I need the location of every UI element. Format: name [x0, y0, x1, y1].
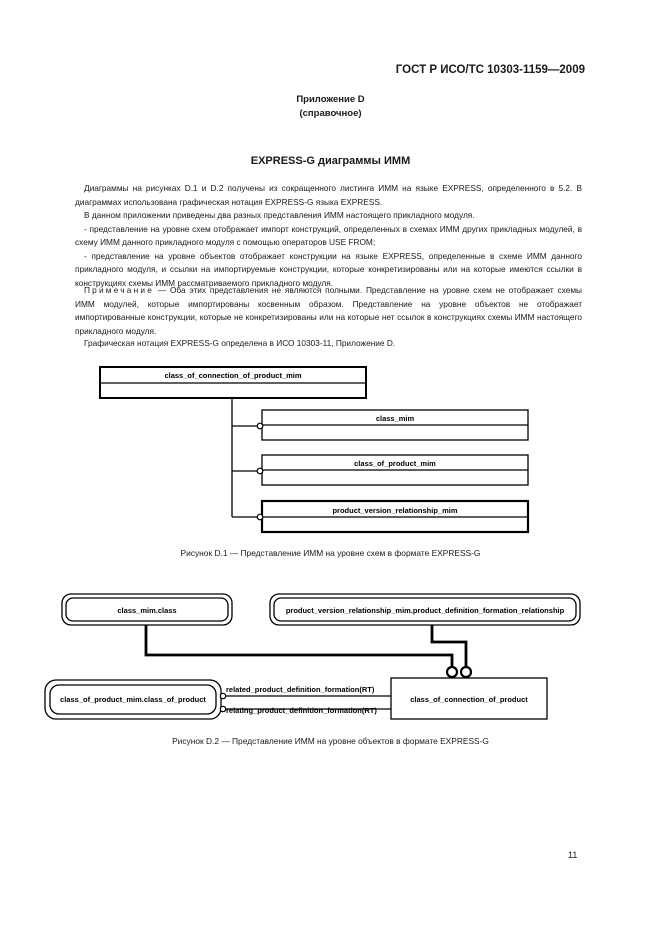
ref-label-pvr-mim: product_version_relationship_mim.product_definition_formation_relationship [285, 606, 565, 615]
schema-label-import-2: class_of_product_mim [354, 459, 436, 468]
notation-reference [75, 337, 582, 351]
ref-label-class-mim: class_mim.class [117, 606, 177, 615]
figure-d2-caption: Рисунок D.2 — Представление ИММ на уровне объектов в формате EXPRESS-G [172, 736, 489, 746]
annex-title: Приложение D [296, 94, 365, 105]
paragraph-5: Графическая нотация EXPRESS-G определена в ИСО 10303-11, Приложение D. [84, 338, 396, 348]
paragraph-2: В данном приложении приведены два разных представления ИММ настоящего прикладного модуля. [84, 210, 475, 220]
annex-subtitle: (справочное) [299, 108, 362, 119]
standard-designation: ГОСТ Р ИСО/ТС 10303-1159—2009 [395, 64, 585, 76]
schema-label-main: class_of_connection_of_product_mim [164, 371, 302, 380]
schema-label-import-1: class_mim [375, 414, 415, 423]
paragraph-1: Диаграммы на рисунках D.1 и D.2 получены из сокращенного листинга ИММ на языке EXPRESS, определенного в 5.2. В диаграммах использована графическая нотация EXPRESS-G языка EXPRESS. [75, 183, 582, 207]
entity-label: class_of_connection_of_product [410, 695, 528, 704]
note-label: Примечание [84, 285, 155, 295]
section-heading: EXPRESS-G диаграммы ИММ [250, 155, 411, 167]
note-block [75, 284, 582, 338]
paragraph-4: - представление на уровне объектов отображает конструкции на языке EXPRESS, определенные в схеме ИММ данного прикладного модуля, и ссылки на импортируемые конструкции, которые конкретизированы или на которые имеются ссылки в конструкциях схемы ИММ рассматриваемого прикладного модуля. [75, 250, 582, 288]
body-text [75, 182, 582, 290]
figure-d1-caption: Рисунок D.1 — Представление ИММ на уровне схем в формате EXPRESS-G [180, 548, 481, 558]
page-number: 11 [568, 850, 578, 860]
attribute-label-relating: relating_product_definition_formation(RT) [226, 706, 377, 715]
ref-label-class-of-product: class_of_product_mim.class_of_product [60, 695, 206, 704]
figure-d2-diagram [0, 585, 661, 730]
annex-header [0, 93, 661, 121]
figure-d1-diagram [0, 360, 661, 540]
paragraph-3: - представление на уровне схем отображает импорт конструкций, определенных в схемах ИММ других прикладных модулей, в схему ИММ данного прикладного модуля с помощью операторов USE FROM; [75, 223, 582, 247]
schema-label-import-3: product_version_relationship_mim [332, 506, 458, 515]
attribute-label-related: related_product_definition_formation(RT) [226, 685, 375, 694]
note-text: — Оба этих представления не являются полными. Представление на уровне схем не отображает схемы ИММ модулей, которые импортированы косвенным образом. Представление на уровне объектов не отображает импортированные конструкции, которые не конкретизированы или на которые нет ссылок в конструкциях схемы ИММ настоящего прикладного модуля. [75, 285, 582, 336]
